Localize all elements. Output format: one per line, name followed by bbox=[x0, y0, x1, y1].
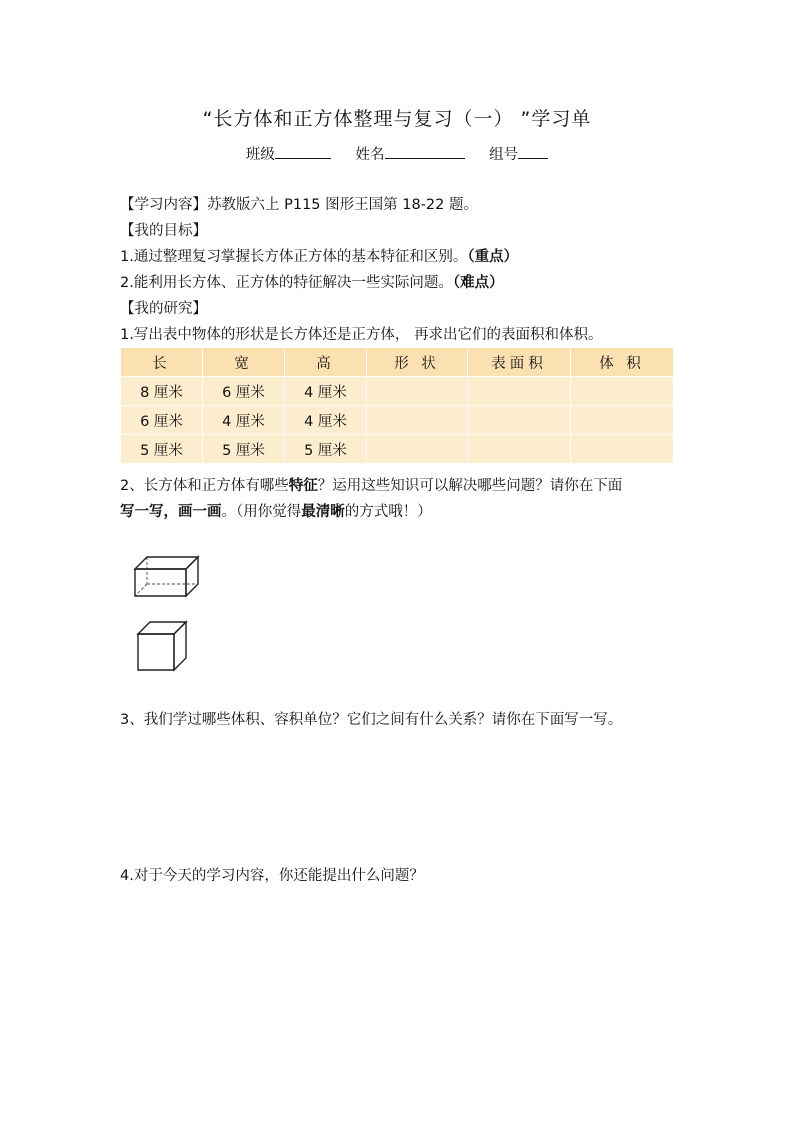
class-field[interactable] bbox=[246, 143, 331, 164]
surface-area-answer-cell[interactable] bbox=[468, 406, 571, 435]
cuboid-icon bbox=[130, 552, 204, 600]
table-cell: 4 厘米 bbox=[203, 406, 285, 435]
goal-2-text: 2.能利用长方体、正方体的特征解决一些实际问题。 bbox=[120, 275, 453, 291]
q2-text-c: 。（用你觉得 bbox=[221, 504, 302, 520]
volume-answer-cell[interactable] bbox=[571, 406, 674, 435]
header-length: 长 bbox=[121, 348, 203, 377]
goal-item-1 bbox=[120, 245, 518, 266]
goal-1-tag: （重点） bbox=[467, 249, 519, 265]
table-cell: 6 厘米 bbox=[203, 377, 285, 406]
question-2-line-1 bbox=[120, 474, 622, 495]
question-4: 4.对于今天的学习内容，你还能提出什么问题？ bbox=[120, 868, 424, 884]
table-cell: 5 厘米 bbox=[121, 435, 203, 464]
learning-content bbox=[120, 193, 478, 214]
q2-bold-feature: 特征 bbox=[288, 478, 318, 494]
question-1: 1.写出表中物体的形状是长方体还是正方体， 再求出它们的表面积和体积。 bbox=[120, 327, 603, 343]
group-field[interactable] bbox=[489, 143, 548, 164]
shape-answer-cell[interactable] bbox=[367, 377, 468, 406]
cube-icon bbox=[134, 618, 190, 674]
name-blank[interactable] bbox=[385, 144, 465, 159]
goal-item-2 bbox=[120, 271, 504, 292]
page-title: “长方体和正方体整理与复习（一） ”学习单 bbox=[202, 108, 592, 130]
table-row bbox=[121, 406, 674, 435]
table-cell: 4 厘米 bbox=[285, 377, 367, 406]
cuboid-hidden-edge-depth bbox=[135, 584, 147, 596]
table-row bbox=[121, 435, 674, 464]
cube-side-face bbox=[174, 622, 186, 670]
group-blank[interactable] bbox=[518, 144, 548, 159]
header-volume: 体 积 bbox=[571, 348, 674, 377]
goals-heading: 【我的目标】 bbox=[120, 223, 207, 239]
q2-bold-clearest: 最清晰 bbox=[301, 504, 345, 520]
table-cell: 5 厘米 bbox=[285, 435, 367, 464]
header-surface-area: 表面积 bbox=[468, 348, 571, 377]
name-label: 姓名 bbox=[355, 147, 385, 163]
research-heading: 【我的研究】 bbox=[120, 301, 207, 317]
name-field[interactable] bbox=[356, 143, 465, 164]
volume-answer-cell[interactable] bbox=[571, 377, 674, 406]
learning-content-text: 苏教版六上 P115 图形王国第 18-22 题。 bbox=[207, 197, 478, 213]
goal-1-text: 1.通过整理复习掌握长方体正方体的基本特征和区别。 bbox=[120, 249, 468, 265]
shapes-table bbox=[120, 347, 674, 464]
class-label: 班级 bbox=[245, 147, 275, 163]
q2-text-b: ？运用这些知识可以解决哪些问题？请你在下面 bbox=[317, 478, 623, 494]
surface-area-answer-cell[interactable] bbox=[468, 377, 571, 406]
q2-text-d: 的方式哦！） bbox=[344, 504, 432, 520]
goal-2-tag: （难点） bbox=[452, 275, 504, 291]
table-cell: 6 厘米 bbox=[121, 406, 203, 435]
surface-area-answer-cell[interactable] bbox=[468, 435, 571, 464]
cuboid-side-face bbox=[186, 557, 198, 596]
cube-front-face bbox=[138, 634, 174, 670]
cube-top-face bbox=[138, 622, 186, 634]
table-header-row bbox=[121, 348, 674, 377]
student-info-line bbox=[0, 143, 794, 164]
header-width: 宽 bbox=[203, 348, 285, 377]
cuboid-front-face bbox=[135, 569, 186, 596]
question-3: 3、我们学过哪些体积、容积单位？它们之间有什么关系？请你在下面写一写。 bbox=[120, 712, 623, 728]
header-shape: 形 状 bbox=[367, 348, 468, 377]
table-row bbox=[121, 377, 674, 406]
shape-answer-cell[interactable] bbox=[367, 435, 468, 464]
table-cell: 5 厘米 bbox=[203, 435, 285, 464]
question-2-line-2 bbox=[120, 500, 432, 521]
shape-answer-cell[interactable] bbox=[367, 406, 468, 435]
q2-bold-write-draw: 写一写，画一画 bbox=[120, 504, 222, 520]
header-height: 高 bbox=[285, 348, 367, 377]
class-blank[interactable] bbox=[275, 144, 331, 159]
learning-content-label: 【学习内容】 bbox=[120, 197, 207, 213]
volume-answer-cell[interactable] bbox=[571, 435, 674, 464]
table-cell: 8 厘米 bbox=[121, 377, 203, 406]
q2-text-a: 2、长方体和正方体有哪些 bbox=[120, 478, 289, 494]
group-label: 组号 bbox=[489, 147, 519, 163]
table-cell: 4 厘米 bbox=[285, 406, 367, 435]
